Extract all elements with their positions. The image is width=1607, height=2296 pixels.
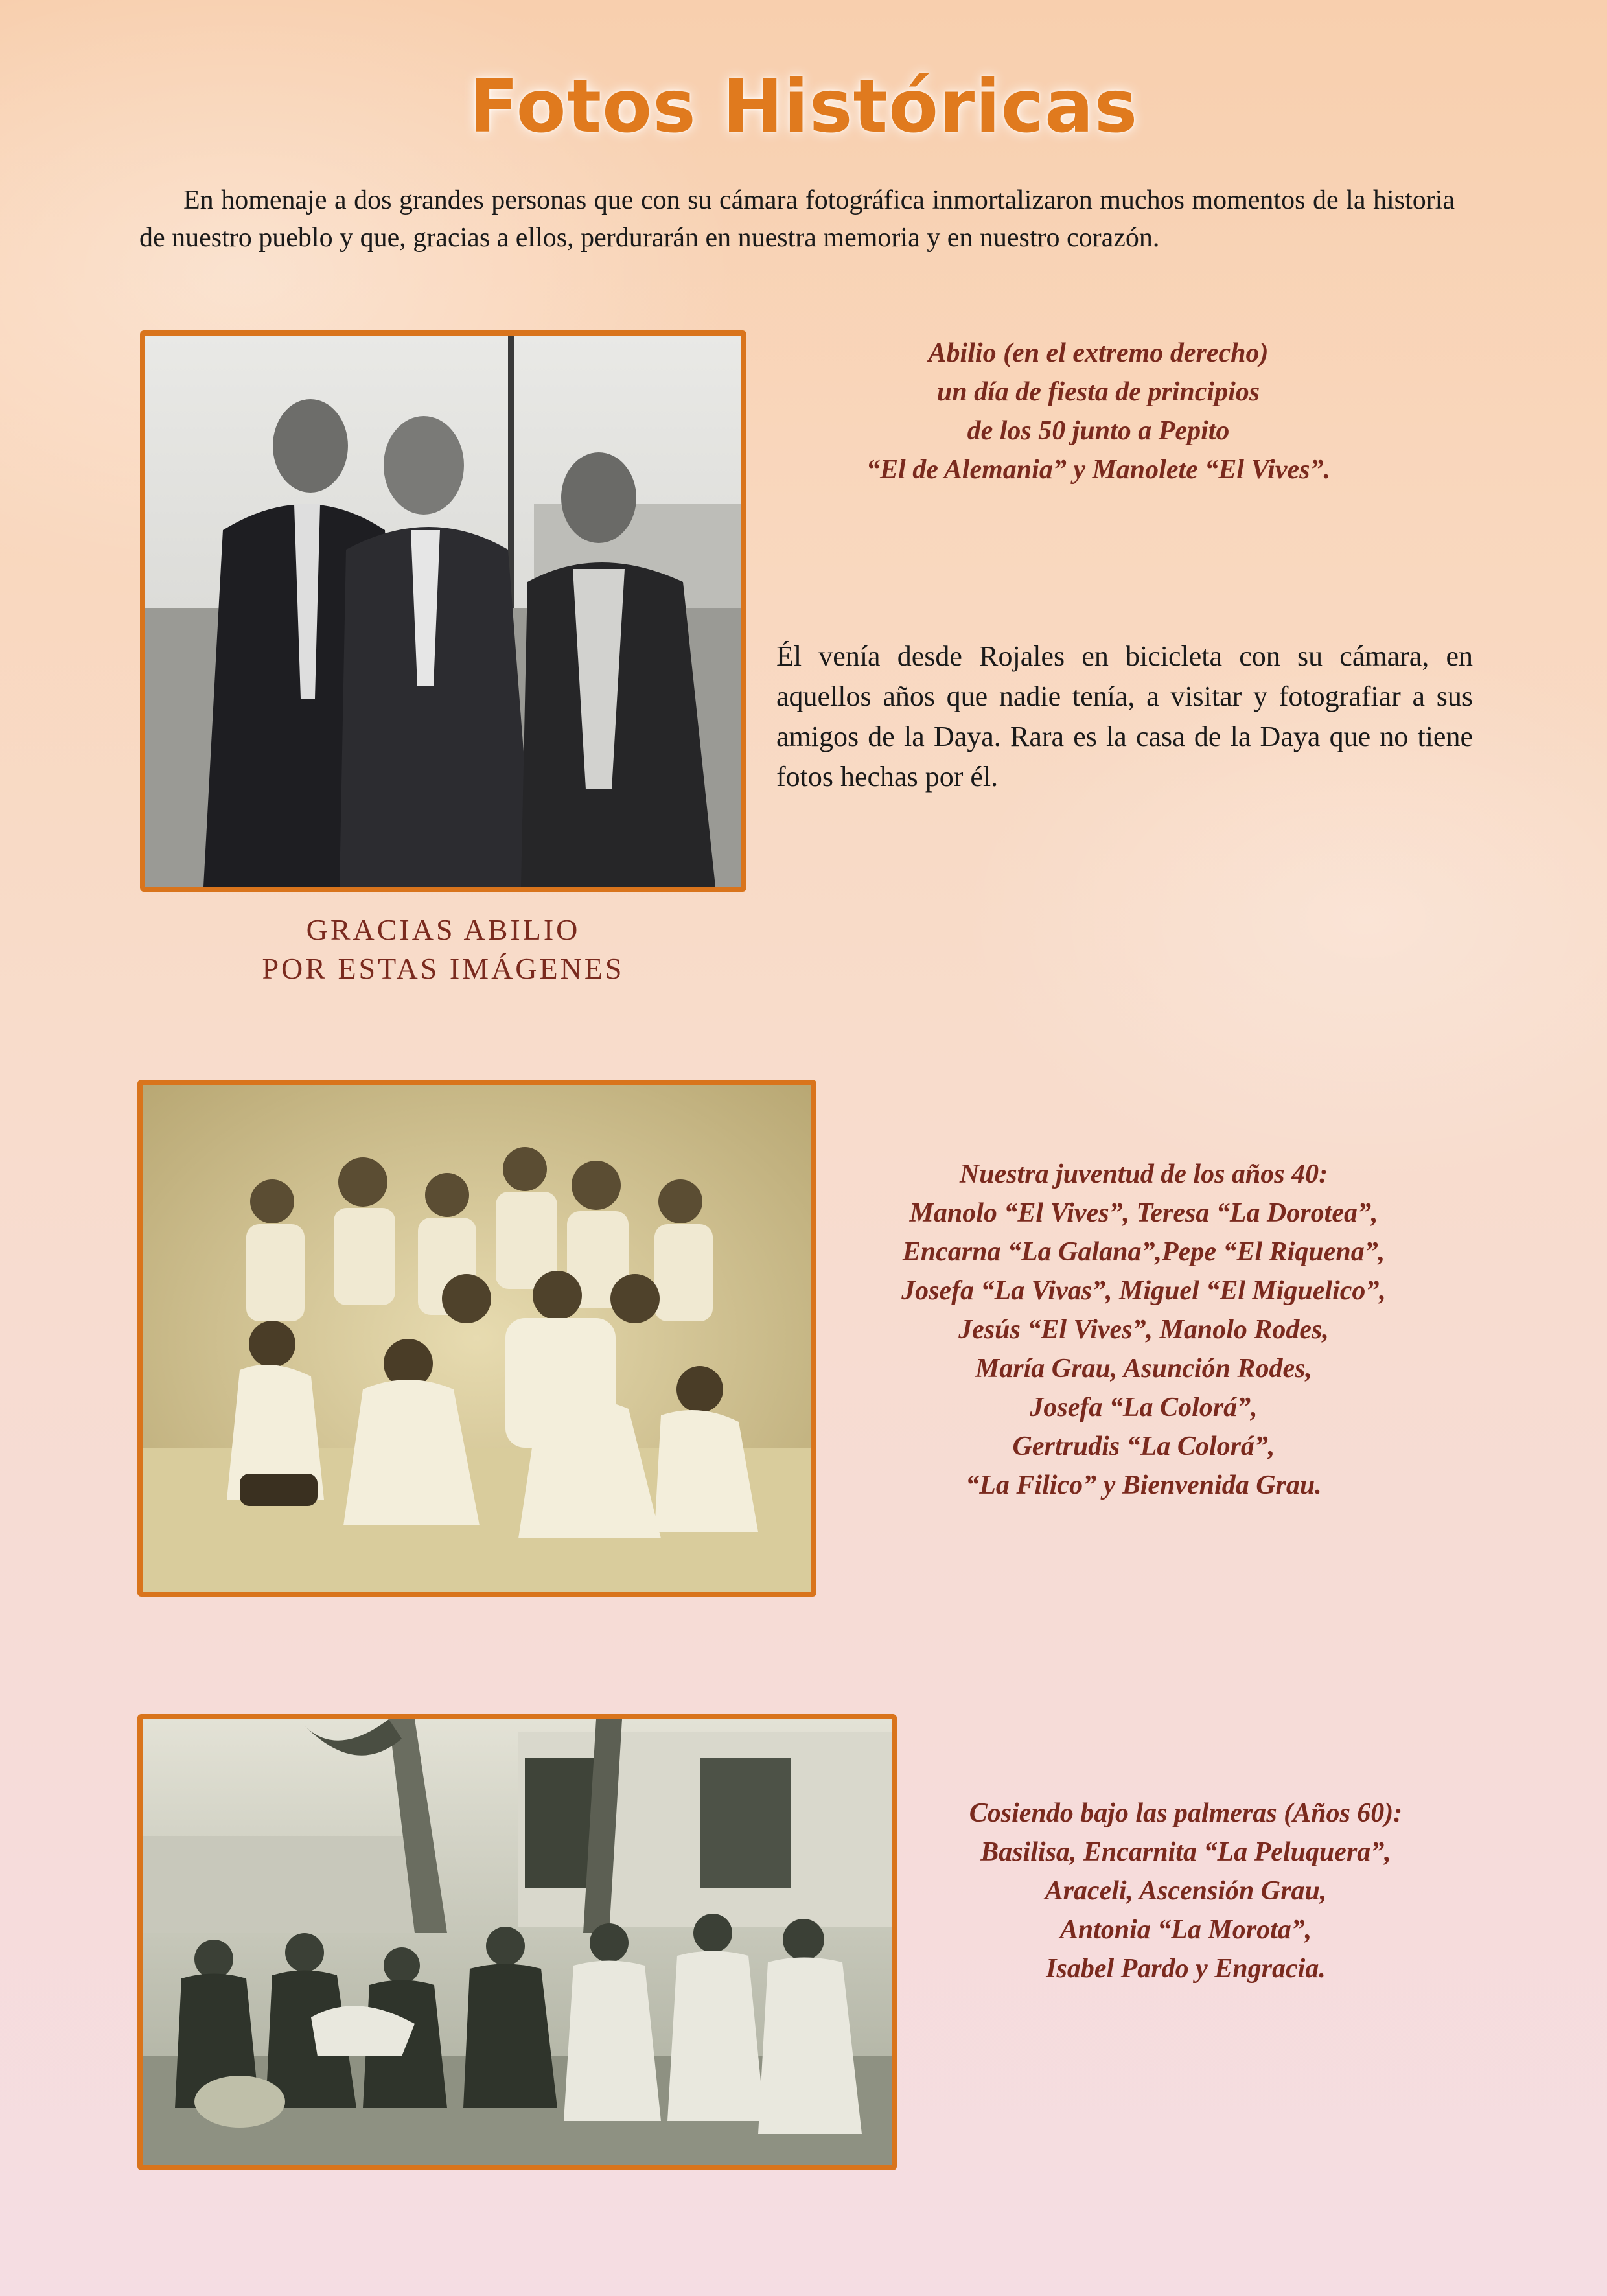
caption-line: Antonia “La Morota”, bbox=[1059, 1915, 1312, 1945]
photo-sewing-palms-image bbox=[143, 1719, 892, 2165]
caption-line: María Grau, Asunción Rodes, bbox=[975, 1354, 1313, 1384]
caption-abilio bbox=[752, 334, 1445, 489]
photo-youth-40s-image bbox=[143, 1085, 811, 1592]
caption-line: Josefa “La Vivas”, Miguel “El Miguelico”, bbox=[901, 1276, 1386, 1306]
abilio-description: Él venía desde Rojales en bicicleta con su cámara, en aquellos años que nadie tenía, a visitar y fotografiar a sus amigos de la Daya. Rara es la casa de la Daya que no tiene fotos hechas por él. bbox=[776, 640, 1473, 793]
caption-line: Encarna “La Galana”,Pepe “El Riquena”, bbox=[902, 1237, 1385, 1267]
caption-line: Basilisa, Encarnita “La Peluquera”, bbox=[980, 1837, 1391, 1867]
caption-line: Abilio (en el extremo derecho) bbox=[928, 338, 1269, 368]
caption-line: Nuestra juventud de los años 40: bbox=[959, 1159, 1328, 1189]
thanks-line: POR ESTAS IMÁGENES bbox=[262, 952, 625, 985]
caption-line: un día de fiesta de principios bbox=[936, 377, 1260, 407]
page-title: Fotos Históricas bbox=[468, 65, 1139, 149]
caption-line: Cosiendo bajo las palmeras (Años 60): bbox=[969, 1798, 1403, 1828]
photo-abilio-friends-image bbox=[145, 336, 741, 887]
caption-line: Jesús “El Vives”, Manolo Rodes, bbox=[958, 1315, 1329, 1345]
photo-abilio-friends bbox=[140, 330, 746, 892]
caption-line: Manolo “El Vives”, Teresa “La Dorotea”, bbox=[909, 1198, 1378, 1228]
caption-line: “El de Alemania” y Manolete “El Vives”. bbox=[866, 455, 1330, 485]
caption-line: Araceli, Ascensión Grau, bbox=[1045, 1876, 1327, 1906]
photo-youth-40s bbox=[137, 1080, 816, 1597]
thanks-line: GRACIAS ABILIO bbox=[306, 913, 581, 946]
caption-line: de los 50 junto a Pepito bbox=[967, 416, 1230, 446]
caption-line: “La Filico” y Bienvenida Grau. bbox=[965, 1470, 1322, 1500]
caption-line: Gertrudis “La Colorá”, bbox=[1012, 1432, 1275, 1461]
caption-sewing-palms bbox=[901, 1794, 1471, 1988]
caption-line: Isabel Pardo y Engracia. bbox=[1046, 1954, 1326, 1984]
caption-line: Josefa “La Colorá”, bbox=[1030, 1393, 1258, 1422]
intro-paragraph: En homenaje a dos grandes personas que con su cámara fotográfica inmortalizaron muchos momentos de la historia de nuestro pueblo y que, gracias a ellos, perdurarán en nuestra memoria y en nuestro corazón. bbox=[139, 185, 1455, 253]
photo-sewing-palms bbox=[137, 1714, 897, 2170]
caption-youth-40s bbox=[820, 1155, 1468, 1505]
thanks-abilio bbox=[140, 910, 746, 988]
